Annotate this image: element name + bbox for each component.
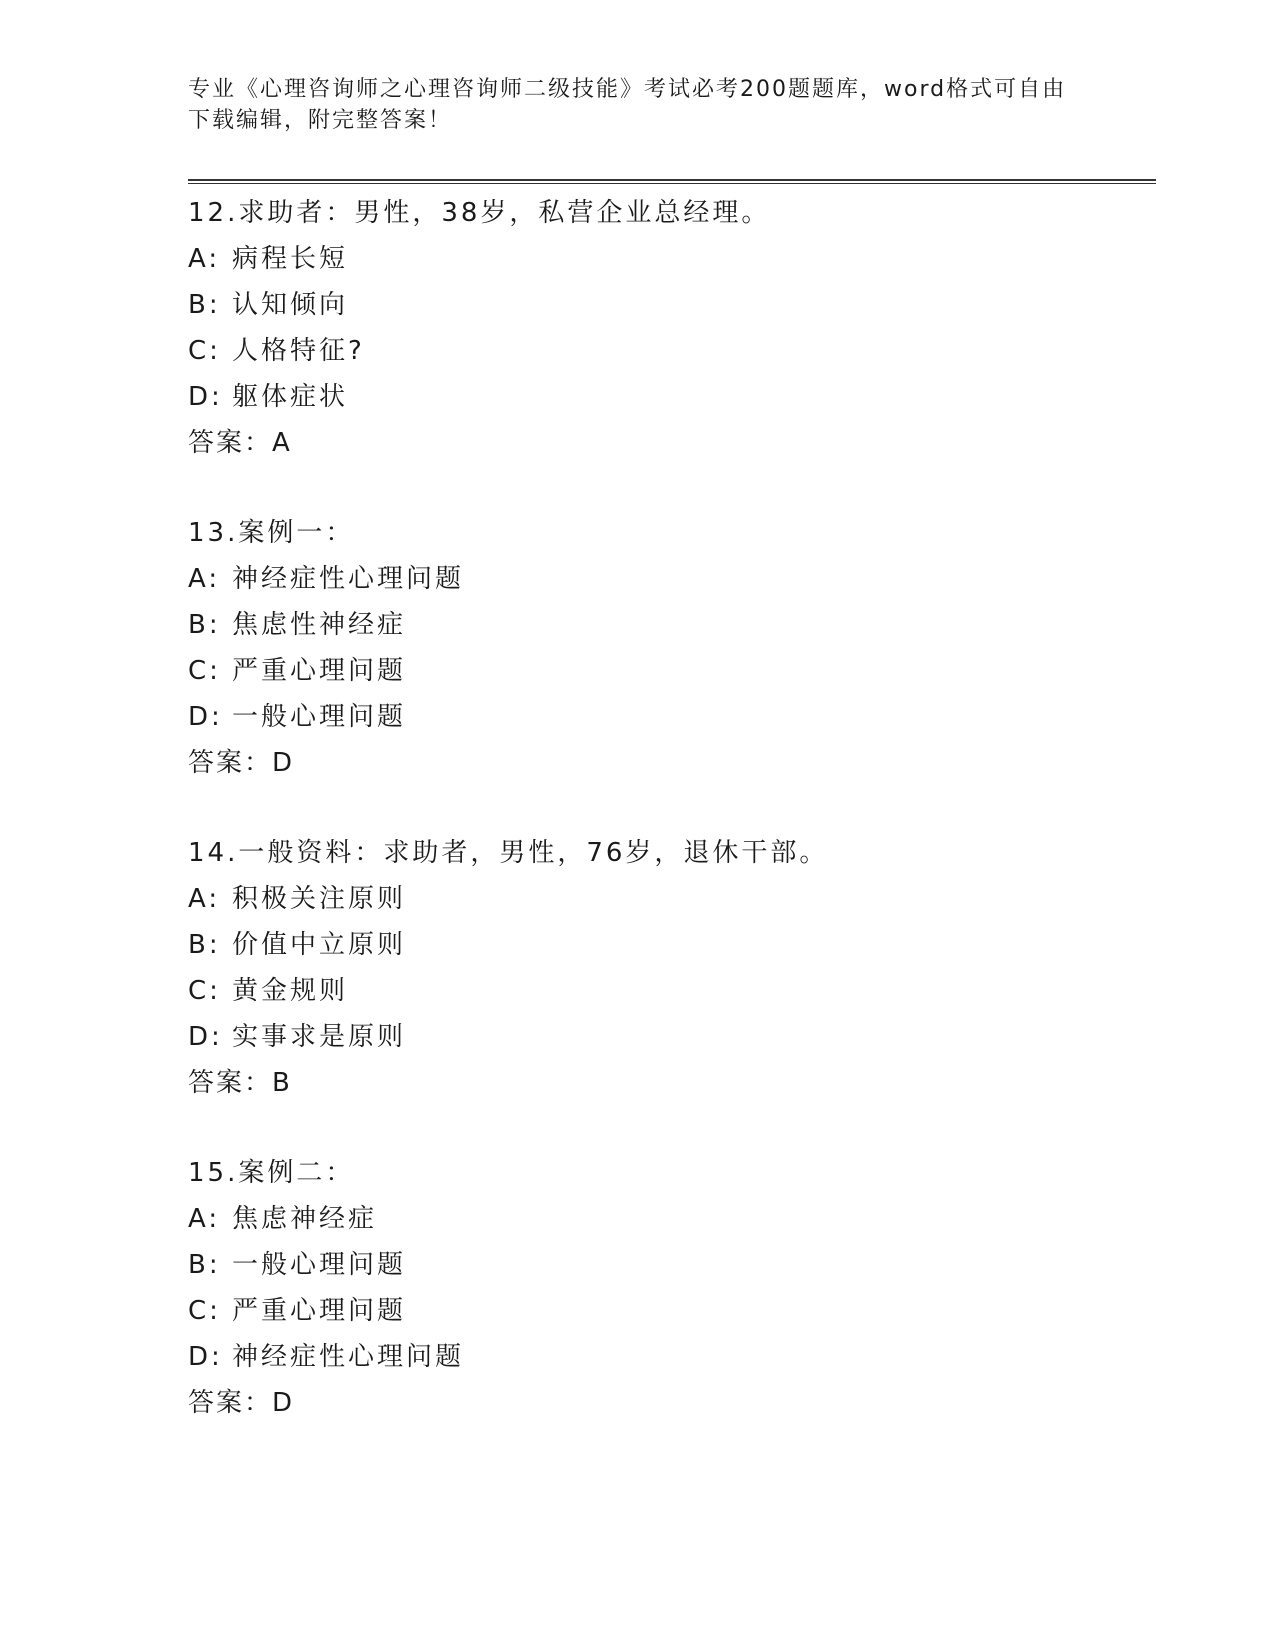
question-stem: 15.案例二：: [188, 1158, 355, 1188]
answer-line: 答案：D: [188, 748, 295, 778]
option-text: 躯体症状: [232, 382, 349, 412]
option-letter: D:: [188, 1022, 223, 1052]
option-text: 严重心理问题: [232, 656, 407, 686]
option-letter: A:: [188, 564, 221, 594]
answer-line: 答案：B: [188, 1068, 292, 1098]
option-text: 神经症性心理问题: [232, 564, 465, 594]
option-letter: C:: [188, 1296, 221, 1326]
option-letter: B:: [188, 290, 221, 320]
option-text: 认知倾向: [232, 290, 349, 320]
option-d: [188, 1334, 1156, 1380]
option-letter: C:: [188, 976, 221, 1006]
option-letter: A:: [188, 884, 221, 914]
option-letter: B:: [188, 610, 221, 640]
option-text: 严重心理问题: [232, 1296, 407, 1326]
option-text: 价值中立原则: [232, 930, 407, 960]
option-text: 积极关注原则: [232, 884, 407, 914]
option-letter: A:: [188, 1204, 221, 1234]
option-d: [188, 374, 1156, 420]
option-letter: D:: [188, 702, 223, 732]
question-list: [188, 190, 1156, 1470]
question-block: [188, 830, 1156, 1106]
option-c: [188, 648, 1156, 694]
option-b: [188, 282, 1156, 328]
option-c: [188, 328, 1156, 374]
question-stem: 12.求助者：男性，38岁，私营企业总经理。: [188, 198, 771, 228]
document-header: 专业《心理咨询师之心理咨询师二级技能》考试必考200题题库，word格式可自由下载编辑，附完整答案！: [188, 77, 1067, 133]
option-text: 焦虑性神经症: [232, 610, 407, 640]
option-text: 黄金规则: [232, 976, 349, 1006]
question-block: [188, 190, 1156, 466]
option-letter: C:: [188, 336, 221, 366]
option-text: 焦虑神经症: [232, 1204, 378, 1234]
option-text: 病程长短: [232, 244, 349, 274]
option-a: [188, 556, 1156, 602]
question-stem: 14.一般资料：求助者，男性，76岁，退休干部。: [188, 838, 829, 868]
option-text: 神经症性心理问题: [232, 1342, 465, 1372]
option-a: [188, 876, 1156, 922]
header-rule-thick: [188, 179, 1156, 181]
option-text: 一般心理问题: [232, 1250, 407, 1280]
option-letter: A:: [188, 244, 221, 274]
option-b: [188, 602, 1156, 648]
option-text: 实事求是原则: [232, 1022, 407, 1052]
option-letter: B:: [188, 1250, 221, 1280]
question-block: [188, 1150, 1156, 1426]
option-c: [188, 968, 1156, 1014]
option-text: 人格特征?: [232, 336, 365, 366]
question-block: [188, 510, 1156, 786]
answer-line: 答案：D: [188, 1388, 295, 1418]
option-d: [188, 1014, 1156, 1060]
option-a: [188, 236, 1156, 282]
option-c: [188, 1288, 1156, 1334]
option-letter: B:: [188, 930, 221, 960]
question-stem: 13.案例一：: [188, 518, 355, 548]
option-b: [188, 1242, 1156, 1288]
option-letter: D:: [188, 1342, 223, 1372]
option-a: [188, 1196, 1156, 1242]
option-text: 一般心理问题: [232, 702, 407, 732]
option-b: [188, 922, 1156, 968]
option-letter: D:: [188, 382, 223, 412]
answer-line: 答案：A: [188, 428, 292, 458]
option-d: [188, 694, 1156, 740]
option-letter: C:: [188, 656, 221, 686]
header-rule-thin: [188, 183, 1156, 184]
